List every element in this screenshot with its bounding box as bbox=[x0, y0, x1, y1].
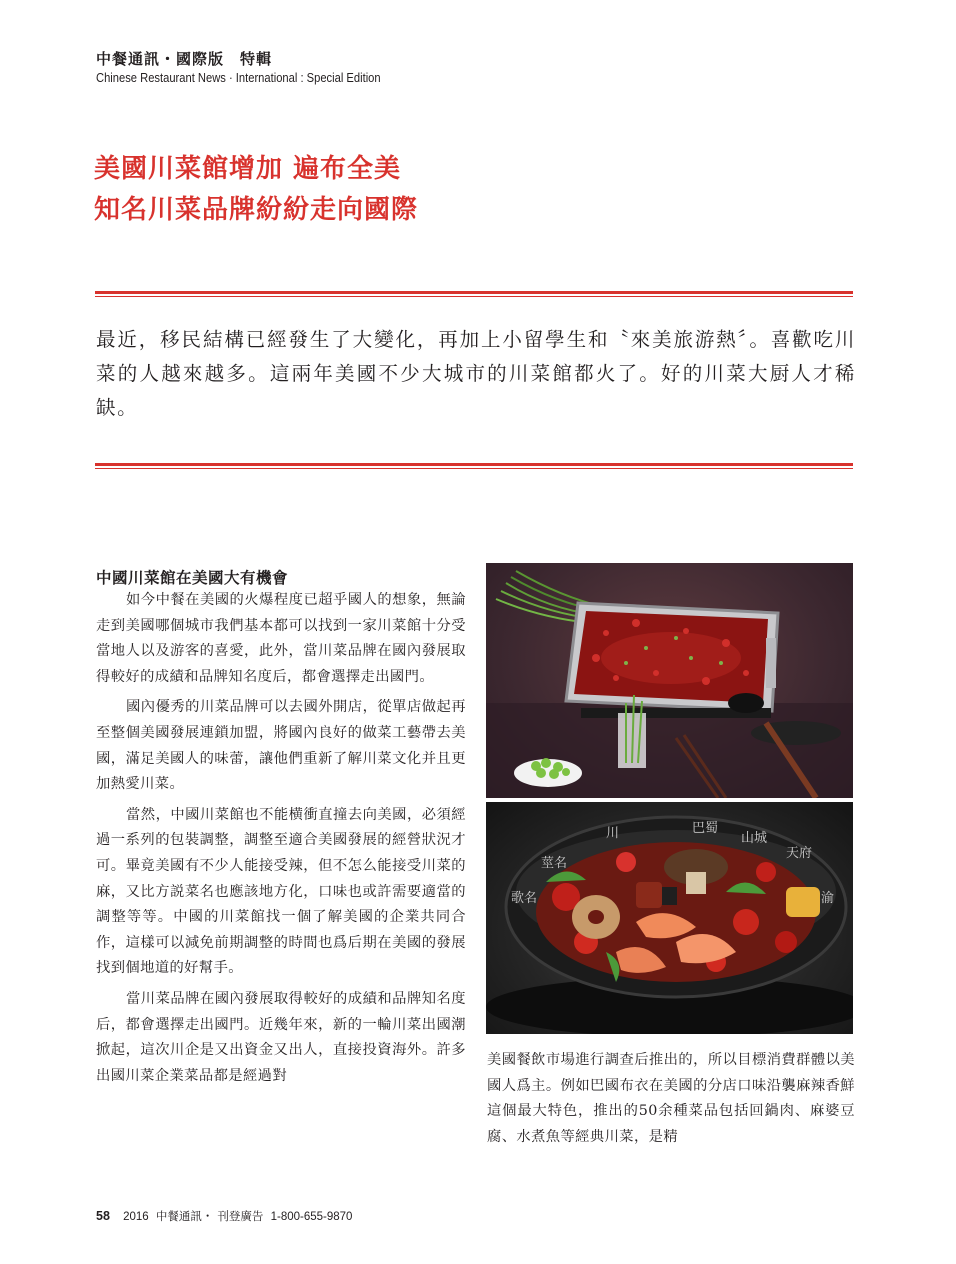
bowl-text: 天府 bbox=[786, 846, 813, 861]
page-number: 58 bbox=[96, 1209, 110, 1223]
bowl-text: 巴蜀 bbox=[692, 821, 719, 836]
footer-phone: 1-800-655-9870 bbox=[270, 1211, 353, 1223]
body-paragraph: 如今中餐在美國的火爆程度已超乎國人的想象，無論走到美國哪個城市我們基本都可以找到一家川菜館十分受當地人以及游客的喜愛，此外，當川菜品牌在國內發展取得較好的成績和品牌知名度后，都會選擇走出國門。 bbox=[96, 592, 466, 685]
body-paragraph-continued: 美國餐飲市場進行調查后推出的，所以目標消費群體以美國人爲主。例如巴國布衣在美國的分店口味沿襲麻辣香鮮這個最大特色，推出的50余種菜品包括回鍋肉、麻婆豆腐、水煮魚等經典川菜，是精 bbox=[487, 1052, 855, 1145]
right-text-column bbox=[487, 1048, 855, 1150]
footer-brand: 中餐通訊・ bbox=[155, 1211, 214, 1223]
bowl-text: 歌名 bbox=[511, 891, 538, 906]
mala-hotpot-bowl-photo bbox=[486, 802, 853, 1034]
masthead-chinese: 中餐通訊・國際版 特輯 bbox=[96, 50, 273, 68]
left-text-column bbox=[96, 588, 466, 1094]
body-paragraph: 國內優秀的川菜品牌可以去國外開店，從單店做起再至整個美國發展連鎖加盟，將國內良好的做菜工藝帶去美國，滿足美國人的味蕾，讓他們重新了解川菜文化并且更加熱愛川菜。 bbox=[96, 699, 466, 793]
bowl-text: 山城 bbox=[741, 831, 768, 846]
body-paragraph: 當然，中國川菜館也不能横衝直撞去向美國，必須經過一系列的包裝調整，調整至適合美國發展的經營狀況才可。畢竟美國有不少人能接受辣，但不怎么能接受川菜的麻，又比方説菜名也應該地方化，口味也或許需要適當的調整等等。中國的川菜館找一個了解美國的企業共同合作，這樣可以減免前期調整的時間也爲后期在美國的發展找到個地道的好幫手。 bbox=[96, 806, 466, 977]
spicy-fish-photo bbox=[486, 563, 853, 798]
bowl-text: 渝 bbox=[821, 891, 835, 906]
article-title-line-1: 美國川菜館增加 遍布全美 bbox=[94, 154, 402, 184]
bottom-divider bbox=[95, 463, 853, 469]
bowl-text: 川 bbox=[606, 826, 620, 841]
body-paragraph: 當川菜品牌在國內發展取得較好的成績和品牌知名度后，都會選擇走出國門。近幾年來，新的一輪川菜出國潮掀起，這次川企是又出資金又出人，直接投資海外。許多出國川菜企業菜品都是經過對 bbox=[96, 990, 466, 1084]
page-footer bbox=[96, 1208, 356, 1224]
masthead-english: Chinese Restaurant News · International : Special Edition bbox=[96, 70, 381, 85]
bowl-text: 莖名 bbox=[541, 856, 568, 871]
article-title-line-2: 知名川菜品牌紛紛走向國際 bbox=[94, 195, 419, 225]
section-heading: 中國川菜館在美國大有機會 bbox=[96, 569, 289, 587]
intro-paragraph: 最近，移民結構已經發生了大變化，再加上小留學生和〝來美旅游熱〞。喜歡吃川菜的人越來越多。這兩年美國不少大城市的川菜館都火了。好的川菜大厨人才稀缺。 bbox=[96, 328, 856, 419]
footer-ad-label: 刊登廣告 bbox=[217, 1211, 264, 1223]
footer-year: 2016 bbox=[123, 1211, 149, 1223]
top-divider bbox=[95, 291, 853, 297]
